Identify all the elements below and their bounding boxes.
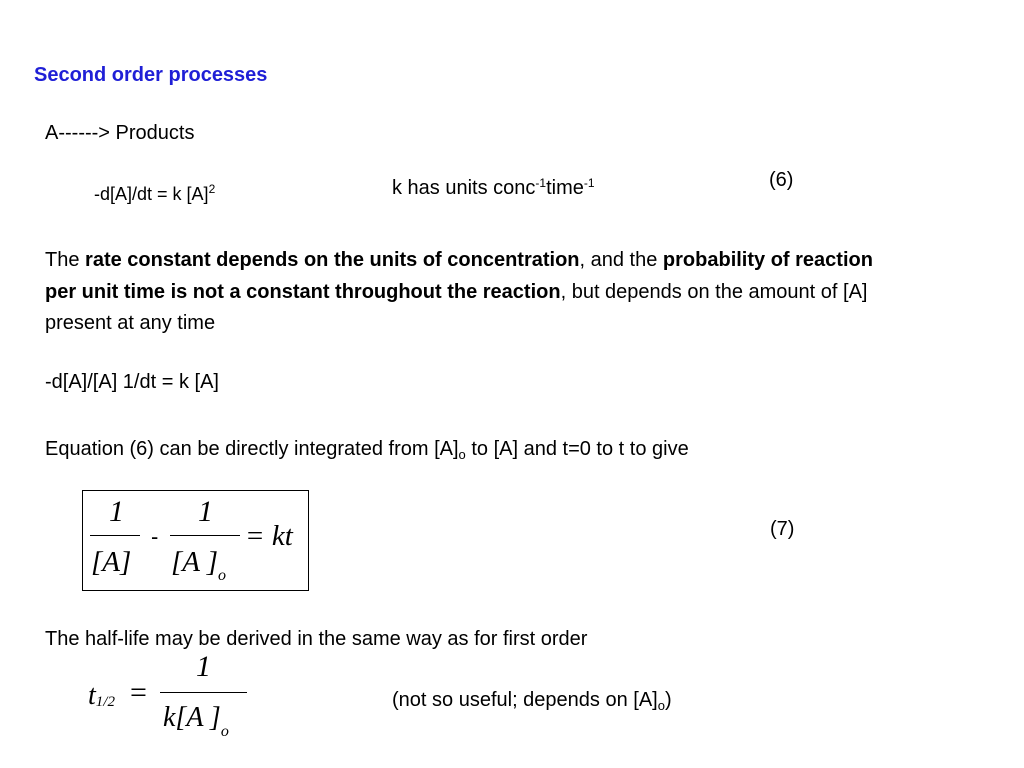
eq7-denominator-2-text: [A ] <box>171 546 219 578</box>
page-title: Second order processes <box>34 64 268 86</box>
eq7-numerator-2: 1 <box>198 495 213 528</box>
integration-text <box>45 437 689 461</box>
equation-7-box <box>82 490 309 591</box>
halflife-t <box>88 680 115 712</box>
halflife-t-sub: 1/2 <box>95 694 115 710</box>
halflife-text: The half-life may be derived in the same way as for first order <box>45 628 588 650</box>
paragraph-bold-1: rate constant depends on the units of concentration <box>85 249 580 271</box>
halflife-numerator: 1 <box>196 650 211 683</box>
paragraph-text-3: , but depends on the amount of [A] present at any time <box>45 280 868 334</box>
note-post: ) <box>664 689 672 711</box>
units-exp1: -1 <box>535 176 547 190</box>
note-sub: o <box>657 698 665 713</box>
equation-6-label: (6) <box>769 169 794 191</box>
eq7-numerator-1: 1 <box>109 495 124 528</box>
equation-7-label: (7) <box>770 518 795 540</box>
eq7-denominator-2 <box>171 546 227 584</box>
paragraph-text-2: , and the <box>579 249 663 271</box>
integration-pre: Equation (6) can be directly integrated from [A] <box>45 438 459 460</box>
note-pre: (not so useful; depends on [A] <box>392 689 658 711</box>
paragraph-text-1: The <box>45 249 86 271</box>
halflife-denominator-text: k[A ] <box>163 702 221 733</box>
rate-law-exponent: 2 <box>208 182 216 196</box>
reaction-text: A------> Products <box>45 122 195 144</box>
units-text <box>392 176 595 200</box>
units-mid: time <box>546 177 584 199</box>
integration-post: to [A] and t=0 to t to give <box>465 438 689 460</box>
eq7-minus: - <box>151 524 159 549</box>
rate-law <box>94 183 215 205</box>
halflife-equals: = <box>130 676 147 709</box>
halflife-t-symbol: t <box>88 680 96 711</box>
eq7-fraction-bar-2 <box>170 535 240 536</box>
halflife-denominator <box>163 702 229 740</box>
rate-law-lhs: -d[A]/dt = k [A] <box>94 184 209 204</box>
halflife-equation <box>86 650 266 750</box>
integration-sub: o <box>458 447 466 462</box>
units-exp2: -1 <box>583 176 595 190</box>
halflife-note <box>392 688 672 712</box>
eq7-fraction-bar-1 <box>90 535 140 536</box>
rearranged-equation: -d[A]/[A] 1/dt = k [A] <box>45 371 219 393</box>
paragraph-bold-2: probability of reaction per unit time is not a constant throughout the reaction <box>45 249 873 303</box>
eq7-rhs: = kt <box>245 520 293 552</box>
explanation-paragraph <box>45 245 905 340</box>
eq7-denominator-2-sub: o <box>218 567 227 584</box>
halflife-fraction-bar <box>160 692 247 693</box>
units-pre: k has units conc <box>392 177 536 199</box>
halflife-denominator-sub: o <box>220 723 229 740</box>
eq7-denominator-1: [A] <box>91 546 132 578</box>
